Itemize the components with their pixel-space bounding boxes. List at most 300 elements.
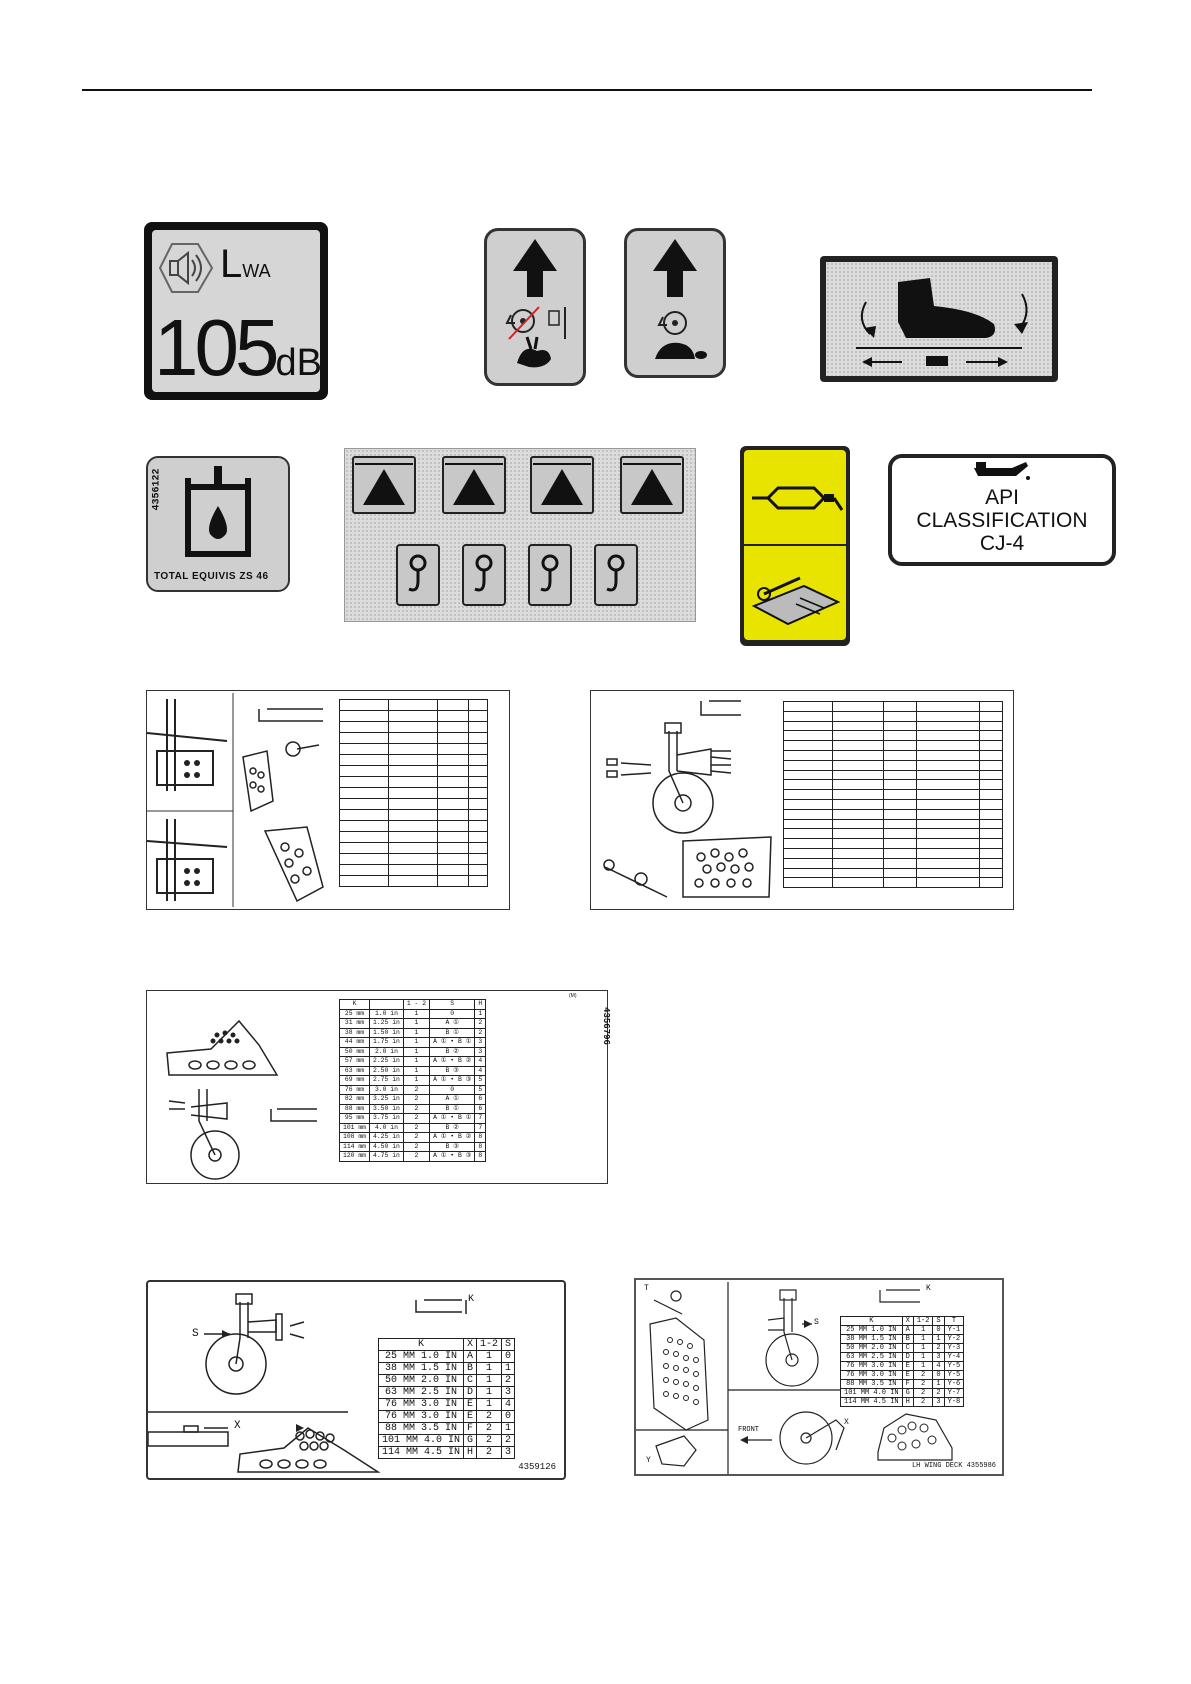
k-table-cell: B ③ bbox=[430, 1142, 475, 1152]
blank-table-row bbox=[340, 832, 488, 843]
fast-speed-decal bbox=[484, 228, 586, 386]
k-table-cell: 2 bbox=[403, 1104, 429, 1114]
sound-unit: dB bbox=[275, 342, 322, 384]
k-table-cell: 114 mm bbox=[340, 1142, 370, 1152]
k-table-cell: 25 mm bbox=[340, 1009, 370, 1019]
blank-table-cell bbox=[917, 809, 980, 819]
slow-speed-decal bbox=[624, 228, 726, 378]
k-table-row bbox=[340, 1066, 486, 1076]
k-table-cell: 120 mm bbox=[340, 1152, 370, 1162]
k-table-cell: 4 bbox=[475, 1057, 486, 1067]
wing-letter-x: X bbox=[844, 1418, 849, 1427]
wing-table-row bbox=[841, 1389, 964, 1398]
wing-table-cell: Y-7 bbox=[944, 1389, 964, 1398]
blank-table-cell bbox=[980, 741, 1003, 751]
k-table-cell: 4.50 in bbox=[370, 1142, 404, 1152]
wing-table-cell: 3 bbox=[933, 1353, 944, 1362]
blank-table-cell bbox=[438, 777, 469, 788]
blank-table-cell bbox=[469, 810, 488, 821]
wing-table-cell: 1 bbox=[913, 1344, 933, 1353]
blank-table-cell bbox=[833, 790, 884, 800]
blank-table-row bbox=[340, 854, 488, 865]
blank-table-cell bbox=[340, 722, 389, 733]
k-table-cell: 1 bbox=[403, 1057, 429, 1067]
wing-table-cell: Y-5 bbox=[944, 1362, 964, 1371]
x-table-cell: 4 bbox=[502, 1399, 515, 1411]
blank-table-row bbox=[784, 702, 1003, 712]
x-table-cell: 76 MM 3.0 IN bbox=[379, 1411, 464, 1423]
blank-table-row bbox=[784, 731, 1003, 741]
k-header-cell: S bbox=[430, 1000, 475, 1010]
blank-table-cell bbox=[389, 832, 438, 843]
blank-table-cell bbox=[917, 868, 980, 878]
wing-letter-t: T bbox=[644, 1284, 649, 1293]
k-table-cell: 63 mm bbox=[340, 1066, 370, 1076]
blank-table-cell bbox=[340, 876, 389, 887]
blank-table-cell bbox=[389, 766, 438, 777]
wing-table-cell: 76 MM 3.0 IN bbox=[841, 1371, 903, 1380]
wing-table-cell: 63 MM 2.5 IN bbox=[841, 1353, 903, 1362]
blank-table-cell bbox=[884, 741, 917, 751]
blank-table-cell bbox=[784, 858, 833, 868]
blank-table-cell bbox=[917, 848, 980, 858]
wing-table-cell: 2 bbox=[913, 1398, 933, 1407]
k-table-cell: B ② bbox=[430, 1123, 475, 1133]
x-table-cell: 2 bbox=[477, 1411, 502, 1423]
k-table-cell: 1 bbox=[403, 1076, 429, 1086]
blank-table-cell bbox=[469, 854, 488, 865]
blank-table-cell bbox=[784, 731, 833, 741]
blank-table-cell bbox=[833, 848, 884, 858]
blank-table-cell bbox=[340, 832, 389, 843]
blank-table-cell bbox=[469, 711, 488, 722]
blank-table-row bbox=[784, 770, 1003, 780]
x-header-cell: 1-2 bbox=[477, 1339, 502, 1351]
hydraulic-oil-decal bbox=[146, 456, 290, 592]
blank-table-cell bbox=[438, 799, 469, 810]
blank-table-cell bbox=[784, 721, 833, 731]
x-table-cell: 2 bbox=[502, 1375, 515, 1387]
blank-table-cell bbox=[917, 711, 980, 721]
k-table-cell: 38 mm bbox=[340, 1028, 370, 1038]
k-table-cell: 4.0 in bbox=[370, 1123, 404, 1133]
blank-table-cell bbox=[884, 868, 917, 878]
deck-height-decal-k bbox=[146, 990, 612, 1184]
k-table-cell: 0 bbox=[430, 1009, 475, 1019]
blank-table-cell bbox=[833, 799, 884, 809]
x-table-cell: G bbox=[464, 1435, 477, 1447]
blank-table-cell bbox=[469, 821, 488, 832]
wing-table-cell: G bbox=[902, 1389, 913, 1398]
blank-table-cell bbox=[980, 819, 1003, 829]
k-table-cell: 1 bbox=[403, 1028, 429, 1038]
blank-table-cell bbox=[469, 722, 488, 733]
x-table-cell: 1 bbox=[477, 1387, 502, 1399]
blank-table-cell bbox=[980, 770, 1003, 780]
x-table-cell: 3 bbox=[502, 1447, 515, 1459]
wing-table-cell: Y-1 bbox=[944, 1326, 964, 1335]
wing-table-cell: E bbox=[902, 1371, 913, 1380]
x-table-row bbox=[379, 1447, 515, 1459]
x-table-cell: 101 MM 4.0 IN bbox=[379, 1435, 464, 1447]
k-table-cell: A ① • B ③ bbox=[430, 1152, 475, 1162]
wing-table-cell: 1 bbox=[913, 1353, 933, 1362]
k-table-cell: 3 bbox=[475, 1047, 486, 1057]
k-table-code: 4356796 bbox=[601, 1007, 612, 1045]
blank-table-cell bbox=[833, 819, 884, 829]
blank-table-cell bbox=[833, 770, 884, 780]
k-table-cell: A ① • B ① bbox=[430, 1114, 475, 1124]
blank-table-cell bbox=[469, 755, 488, 766]
blank-table-cell bbox=[389, 865, 438, 876]
wing-table-cell: B bbox=[902, 1335, 913, 1344]
k-table-cell: 2.25 in bbox=[370, 1057, 404, 1067]
blank-table-cell bbox=[438, 722, 469, 733]
x-table-cell: 1 bbox=[477, 1375, 502, 1387]
blank-table-cell bbox=[884, 809, 917, 819]
blank-table-row bbox=[340, 788, 488, 799]
k-table-cell: 1.0 in bbox=[370, 1009, 404, 1019]
blank-table-cell bbox=[980, 858, 1003, 868]
x-table-cell: F bbox=[464, 1423, 477, 1435]
k-table-cell: 4.75 in bbox=[370, 1152, 404, 1162]
blank-table-cell bbox=[980, 750, 1003, 760]
blank-table-cell bbox=[438, 854, 469, 865]
blank-table-cell bbox=[917, 819, 980, 829]
blank-table-cell bbox=[917, 770, 980, 780]
blank-table-cell bbox=[917, 731, 980, 741]
chain-height-decal bbox=[146, 690, 510, 910]
blank-table-cell bbox=[833, 750, 884, 760]
caster-blank-table bbox=[783, 701, 1003, 888]
blank-table-row bbox=[340, 810, 488, 821]
blank-table-cell bbox=[917, 721, 980, 731]
k-table-cell: 1 bbox=[475, 1009, 486, 1019]
blank-table-cell bbox=[340, 711, 389, 722]
manual-wrench-icon bbox=[744, 546, 846, 640]
blank-table-cell bbox=[389, 843, 438, 854]
wing-header-cell: S bbox=[933, 1317, 944, 1326]
blank-table-cell bbox=[340, 744, 389, 755]
blank-table-cell bbox=[389, 876, 438, 887]
blank-table-cell bbox=[389, 700, 438, 711]
wing-table-row bbox=[841, 1380, 964, 1389]
blank-table-cell bbox=[340, 854, 389, 865]
blank-table-cell bbox=[389, 854, 438, 865]
x-table-cell: 3 bbox=[502, 1387, 515, 1399]
wing-table-cell: Y-2 bbox=[944, 1335, 964, 1344]
blank-table-cell bbox=[917, 780, 980, 790]
blank-table-cell bbox=[917, 702, 980, 712]
blank-table-cell bbox=[784, 711, 833, 721]
blank-table-cell bbox=[884, 790, 917, 800]
k-table-cell: 88 mm bbox=[340, 1104, 370, 1114]
wing-table-row bbox=[841, 1362, 964, 1371]
wing-header-cell: K bbox=[841, 1317, 903, 1326]
x-table-cell: 2 bbox=[477, 1423, 502, 1435]
k-table-cell: 2.50 in bbox=[370, 1066, 404, 1076]
blank-table-cell bbox=[784, 780, 833, 790]
wing-table-cell: 101 MM 4.0 IN bbox=[841, 1389, 903, 1398]
blank-table-cell bbox=[980, 799, 1003, 809]
k-table-row bbox=[340, 1152, 486, 1162]
wing-table-cell: 2 bbox=[933, 1344, 944, 1353]
k-table-cell: 82 mm bbox=[340, 1095, 370, 1105]
blank-table-cell bbox=[340, 700, 389, 711]
blank-table-row bbox=[340, 755, 488, 766]
chain-deck-illustration bbox=[147, 691, 337, 909]
wing-table-cell: 0 bbox=[933, 1326, 944, 1335]
blank-table-cell bbox=[340, 799, 389, 810]
blank-table-cell bbox=[340, 733, 389, 744]
blank-table-cell bbox=[980, 731, 1003, 741]
blank-table-cell bbox=[784, 878, 833, 888]
wing-table-cell: 1 bbox=[933, 1380, 944, 1389]
blank-table-cell bbox=[438, 843, 469, 854]
x-letter-k: K bbox=[468, 1294, 475, 1305]
blank-table-cell bbox=[340, 821, 389, 832]
blank-table-cell bbox=[980, 721, 1003, 731]
blank-table-cell bbox=[980, 809, 1003, 819]
triangle-hook-icons bbox=[345, 449, 695, 621]
blank-table-cell bbox=[884, 829, 917, 839]
k-table-cell: 108 mm bbox=[340, 1133, 370, 1143]
x-table-row bbox=[379, 1435, 515, 1447]
x-height-table bbox=[378, 1338, 515, 1459]
blank-table-cell bbox=[917, 790, 980, 800]
x-table-cell: 1 bbox=[477, 1399, 502, 1411]
blank-table-cell bbox=[389, 711, 438, 722]
k-table-row bbox=[340, 1085, 486, 1095]
blank-table-cell bbox=[980, 711, 1003, 721]
blank-table-cell bbox=[389, 733, 438, 744]
blank-table-cell bbox=[833, 702, 884, 712]
blank-table-row bbox=[784, 750, 1003, 760]
blank-table-cell bbox=[438, 766, 469, 777]
blank-table-cell bbox=[884, 750, 917, 760]
blank-table-cell bbox=[917, 858, 980, 868]
wing-letter-s: S bbox=[814, 1318, 819, 1327]
blank-table-cell bbox=[833, 780, 884, 790]
wing-header-cell: T bbox=[944, 1317, 964, 1326]
blank-table-cell bbox=[389, 777, 438, 788]
caster-wheel-illustration bbox=[591, 691, 791, 909]
x-table-row bbox=[379, 1363, 515, 1375]
deck-k-illustration bbox=[147, 991, 337, 1183]
blank-table-row bbox=[784, 721, 1003, 731]
k-table-cell: 4 bbox=[475, 1066, 486, 1076]
k-table-cell: 57 mm bbox=[340, 1057, 370, 1067]
blank-table-cell bbox=[884, 858, 917, 868]
k-table-cell: 2 bbox=[403, 1123, 429, 1133]
blank-table-row bbox=[784, 839, 1003, 849]
blank-table-cell bbox=[469, 700, 488, 711]
foot-pedal-decal bbox=[820, 256, 1058, 382]
k-table-row bbox=[340, 1047, 486, 1057]
blank-table-cell bbox=[340, 777, 389, 788]
wing-table-cell: 50 MM 2.0 IN bbox=[841, 1344, 903, 1353]
k-table-cell: 8 bbox=[475, 1152, 486, 1162]
x-table-row bbox=[379, 1423, 515, 1435]
wing-table-cell: 76 MM 3.0 IN bbox=[841, 1362, 903, 1371]
blank-table-cell bbox=[884, 711, 917, 721]
blank-table-cell bbox=[833, 878, 884, 888]
k-table-cell: 2 bbox=[403, 1133, 429, 1143]
blank-table-cell bbox=[469, 788, 488, 799]
blank-table-cell bbox=[438, 755, 469, 766]
blank-table-cell bbox=[389, 788, 438, 799]
grease-gun-icon bbox=[744, 450, 846, 544]
blank-table-cell bbox=[884, 799, 917, 809]
blank-table-cell bbox=[469, 832, 488, 843]
blank-table-cell bbox=[389, 755, 438, 766]
x-table-cell: 0 bbox=[502, 1351, 515, 1363]
k-table-row bbox=[340, 1133, 486, 1143]
blank-table-cell bbox=[917, 829, 980, 839]
blank-table-cell bbox=[833, 760, 884, 770]
blank-table-row bbox=[784, 809, 1003, 819]
k-table-cell: 50 mm bbox=[340, 1047, 370, 1057]
x-table-cell: 25 MM 1.0 IN bbox=[379, 1351, 464, 1363]
x-table-row bbox=[379, 1351, 515, 1363]
k-table-cell: 7 bbox=[475, 1114, 486, 1124]
x-table-row bbox=[379, 1375, 515, 1387]
blank-table-cell bbox=[884, 760, 917, 770]
x-table-cell: 76 MM 3.0 IN bbox=[379, 1399, 464, 1411]
k-table-cell: 1 bbox=[403, 1019, 429, 1029]
blank-table-cell bbox=[469, 777, 488, 788]
k-table-cell: 1.50 in bbox=[370, 1028, 404, 1038]
x-table-cell: E bbox=[464, 1411, 477, 1423]
blank-table-cell bbox=[833, 711, 884, 721]
k-table-cell: 3 bbox=[475, 1038, 486, 1048]
blank-table-row bbox=[340, 799, 488, 810]
wing-table-cell: D bbox=[902, 1353, 913, 1362]
k-height-table bbox=[339, 999, 486, 1162]
wing-table-row bbox=[841, 1353, 964, 1362]
blank-table-cell bbox=[917, 760, 980, 770]
wing-table-row bbox=[841, 1335, 964, 1344]
blank-table-cell bbox=[980, 839, 1003, 849]
foot-icon bbox=[826, 262, 1052, 376]
header-rule bbox=[82, 89, 1092, 91]
x-table-cell: 63 MM 2.5 IN bbox=[379, 1387, 464, 1399]
wing-table-cell: 25 MM 1.0 IN bbox=[841, 1326, 903, 1335]
blank-table-row bbox=[784, 819, 1003, 829]
blank-table-row bbox=[784, 780, 1003, 790]
x-table-cell: 88 MM 3.5 IN bbox=[379, 1423, 464, 1435]
wing-table-cell: 2 bbox=[913, 1380, 933, 1389]
caster-height-decal bbox=[590, 690, 1014, 910]
blank-table-cell bbox=[340, 755, 389, 766]
x-header-cell: S bbox=[502, 1339, 515, 1351]
k-table-row bbox=[340, 1142, 486, 1152]
blank-table-cell bbox=[917, 741, 980, 751]
wing-table-row bbox=[841, 1371, 964, 1380]
blank-table-cell bbox=[389, 821, 438, 832]
blank-table-cell bbox=[980, 702, 1003, 712]
blank-table-cell bbox=[833, 868, 884, 878]
blank-table-row bbox=[340, 821, 488, 832]
k-table-cell: 2 bbox=[403, 1095, 429, 1105]
k-table-row bbox=[340, 1038, 486, 1048]
up-arrow-turtle-icon bbox=[627, 231, 723, 375]
k-table-subtitle: (M) bbox=[569, 993, 577, 999]
x-table-cell: H bbox=[464, 1447, 477, 1459]
blank-table-cell bbox=[438, 876, 469, 887]
blank-table-cell bbox=[884, 839, 917, 849]
wing-table-cell: 2 bbox=[933, 1389, 944, 1398]
blank-table-cell bbox=[784, 868, 833, 878]
x-table-cell: 1 bbox=[502, 1423, 515, 1435]
wing-table-cell: 114 MM 4.5 IN bbox=[841, 1398, 903, 1407]
blank-table-cell bbox=[469, 733, 488, 744]
wing-table-cell: Y-3 bbox=[944, 1344, 964, 1353]
x-table-cell: 0 bbox=[502, 1411, 515, 1423]
blank-table-cell bbox=[784, 790, 833, 800]
wing-footer-label: LH WING DECK 4355986 bbox=[911, 1462, 996, 1470]
lh-wing-deck-decal bbox=[634, 1278, 1004, 1476]
hydraulic-fluid-text: TOTAL EQUIVIS ZS 46 bbox=[154, 571, 269, 582]
k-table-cell: 1 bbox=[403, 1066, 429, 1076]
blank-table-cell bbox=[784, 741, 833, 751]
deck-height-decal-x bbox=[146, 1280, 566, 1480]
wing-table-cell: 88 MM 3.5 IN bbox=[841, 1380, 903, 1389]
blank-table-cell bbox=[884, 819, 917, 829]
k-table-cell: A ① bbox=[430, 1019, 475, 1029]
k-table-row bbox=[340, 1009, 486, 1019]
blank-table-row bbox=[784, 878, 1003, 888]
x-table-row bbox=[379, 1399, 515, 1411]
blank-table-cell bbox=[389, 810, 438, 821]
blank-table-cell bbox=[340, 810, 389, 821]
wing-letter-k: K bbox=[926, 1284, 931, 1293]
wing-table-cell: Y-4 bbox=[944, 1353, 964, 1362]
x-letter-x: X bbox=[234, 1420, 241, 1432]
sound-power-decal bbox=[144, 222, 328, 400]
k-table-cell: 1.75 in bbox=[370, 1038, 404, 1048]
blank-table-row bbox=[340, 711, 488, 722]
k-table-cell: 2 bbox=[475, 1028, 486, 1038]
api-line1: API bbox=[985, 486, 1019, 509]
blank-table-row bbox=[340, 865, 488, 876]
api-classification-decal bbox=[888, 454, 1116, 566]
k-table-cell: 2.75 in bbox=[370, 1076, 404, 1086]
blank-table-cell bbox=[784, 848, 833, 858]
blank-table-cell bbox=[917, 839, 980, 849]
k-table-cell: 1 bbox=[403, 1047, 429, 1057]
blank-table-cell bbox=[833, 829, 884, 839]
x-table-cell: D bbox=[464, 1387, 477, 1399]
blank-table-cell bbox=[438, 865, 469, 876]
k-table-row bbox=[340, 1104, 486, 1114]
k-table-cell: 1.25 in bbox=[370, 1019, 404, 1029]
k-table-cell: 69 mm bbox=[340, 1076, 370, 1086]
blank-table-cell bbox=[389, 799, 438, 810]
k-table-cell: 76 mm bbox=[340, 1085, 370, 1095]
blank-table-cell bbox=[884, 721, 917, 731]
chain-blank-table bbox=[339, 699, 488, 887]
wing-table-cell: F bbox=[902, 1380, 913, 1389]
k-table-cell: B ② bbox=[430, 1047, 475, 1057]
k-header-cell: 1 - 2 bbox=[403, 1000, 429, 1010]
blank-table-row bbox=[340, 766, 488, 777]
raise-lower-decal bbox=[344, 448, 696, 622]
hydraulic-code: 4356122 bbox=[151, 468, 163, 511]
blank-table-cell bbox=[438, 711, 469, 722]
blank-table-row bbox=[784, 711, 1003, 721]
k-table-row bbox=[340, 1057, 486, 1067]
